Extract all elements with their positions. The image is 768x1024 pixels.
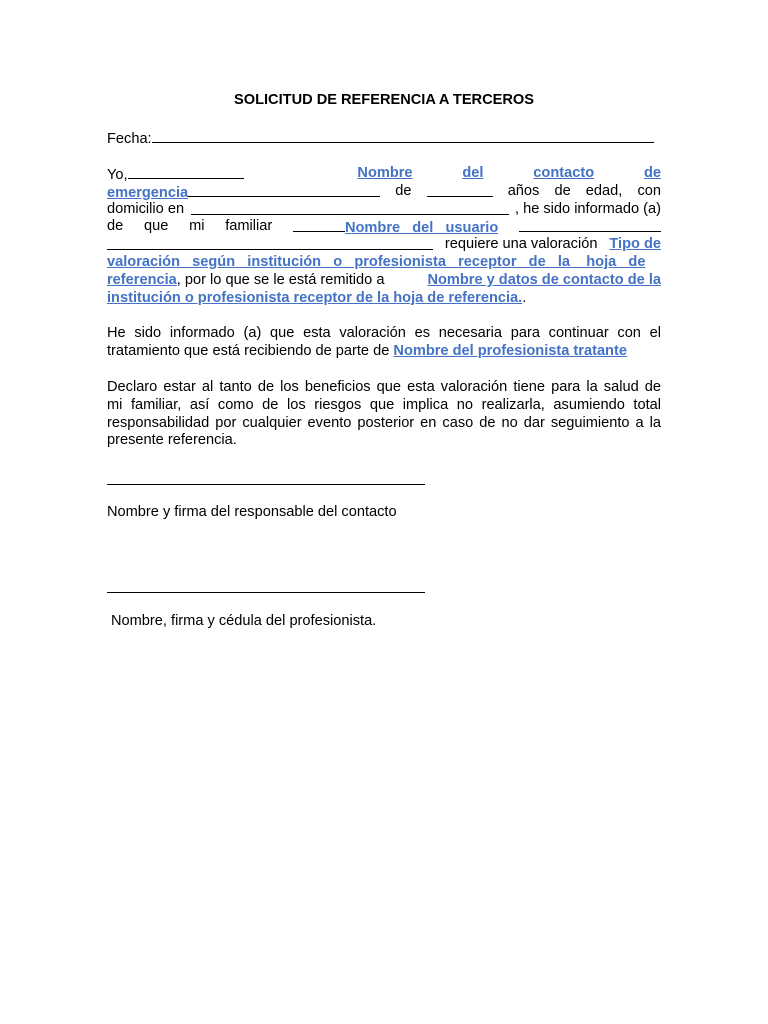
p1-informado: , he sido informado (a) [514, 200, 661, 217]
signature-label-1: Nombre y firma del responsable del contacto [107, 504, 397, 520]
paragraph-2 [107, 324, 661, 360]
p1-word: que [143, 218, 169, 235]
p2-line-2 [107, 342, 661, 360]
p2-text: He sido informado (a) que esta valoración es necesaria para continuar con el [107, 325, 661, 341]
p1-line-3 [107, 200, 661, 218]
document-title: SOLICITUD DE REFERENCIA A TERCEROS [234, 92, 534, 108]
emergency-contact-name-link[interactable]: del [462, 165, 484, 181]
p1-blank-contact[interactable] [188, 182, 380, 197]
p1-word: con [637, 182, 661, 199]
p1-blank-address[interactable] [191, 200, 509, 215]
p1-end-period: . [522, 289, 527, 306]
p1-word: de [107, 218, 124, 235]
p1-line-8 [107, 289, 661, 307]
p3-text: mi familiar, así como de los riesgos que implica no realizarla, asumiendo total [107, 396, 661, 413]
signature-line-1[interactable] [107, 484, 425, 485]
p1-line-5 [107, 235, 661, 253]
receiver-contact-link[interactable]: Nombre y datos de contacto de la [427, 271, 661, 288]
emergency-contact-name-link[interactable]: contacto [533, 165, 595, 181]
p1-blank-user-2[interactable] [107, 235, 433, 250]
p3-line-2 [107, 396, 661, 414]
fecha-field[interactable] [107, 128, 654, 148]
paragraph-3 [107, 378, 661, 449]
emergency-contact-name-link[interactable]: de [643, 165, 661, 181]
fecha-blank[interactable] [152, 128, 654, 143]
p1-valoracion-text: requiere una valoración [444, 236, 598, 253]
p1-de: de [395, 182, 412, 199]
p1-word: mi [189, 218, 205, 235]
p1-line-1 [107, 164, 661, 182]
p2-text: tratamiento que está recibiendo de parte de [107, 342, 390, 359]
treating-professional-link[interactable]: Nombre del profesionista tratante [393, 342, 627, 359]
p1-blank-familiar[interactable] [293, 217, 345, 232]
valuation-type-link[interactable]: referencia [107, 271, 177, 288]
p2-line-1 [107, 324, 661, 342]
p1-yo: Yo, [107, 167, 128, 183]
p3-text: Declaro estar al tanto de los beneficios que esta valoración tiene para la salud de [107, 379, 661, 395]
p1-line-2 [107, 182, 661, 200]
user-name-link[interactable]: Nombre del usuario [344, 220, 499, 237]
emergency-contact-name-link[interactable]: emergencia [107, 184, 189, 201]
p1-word: años [507, 182, 540, 199]
p3-text: presente referencia. [107, 432, 237, 449]
p1-blank-age[interactable] [427, 182, 493, 197]
p1-line-6 [107, 253, 661, 271]
p1-domicilio: domicilio en [107, 200, 185, 217]
p3-line-1 [107, 378, 661, 396]
valuation-type-link[interactable]: valoración según institución o profesionista receptor de la hoja de [107, 253, 646, 270]
signature-label-2: Nombre, firma y cédula del profesionista. [111, 613, 377, 629]
valuation-type-link[interactable]: Tipo de [609, 236, 661, 253]
emergency-contact-name-link[interactable]: Nombre [357, 165, 413, 181]
p1-word: familiar [225, 218, 273, 235]
signature-line-2[interactable] [107, 592, 425, 593]
p1-remitido: , por lo que se le está remitido a [176, 271, 385, 288]
p1-line-4 [107, 217, 661, 235]
p1-blank-yo[interactable] [128, 164, 244, 179]
p3-text: responsabilidad por cualquier evento posterior en caso de no dar seguimiento a la [107, 414, 661, 431]
p1-blank-user[interactable] [519, 217, 661, 232]
receiver-contact-link[interactable]: institución o profesionista receptor de la hoja de referencia. [107, 289, 523, 306]
p1-word: de [554, 182, 571, 199]
p3-line-4 [107, 431, 661, 449]
p1-line-7 [107, 271, 661, 289]
p3-line-3 [107, 414, 661, 432]
paragraph-1 [107, 164, 661, 306]
fecha-label: Fecha: [107, 131, 152, 147]
p1-word: edad, [585, 182, 623, 199]
